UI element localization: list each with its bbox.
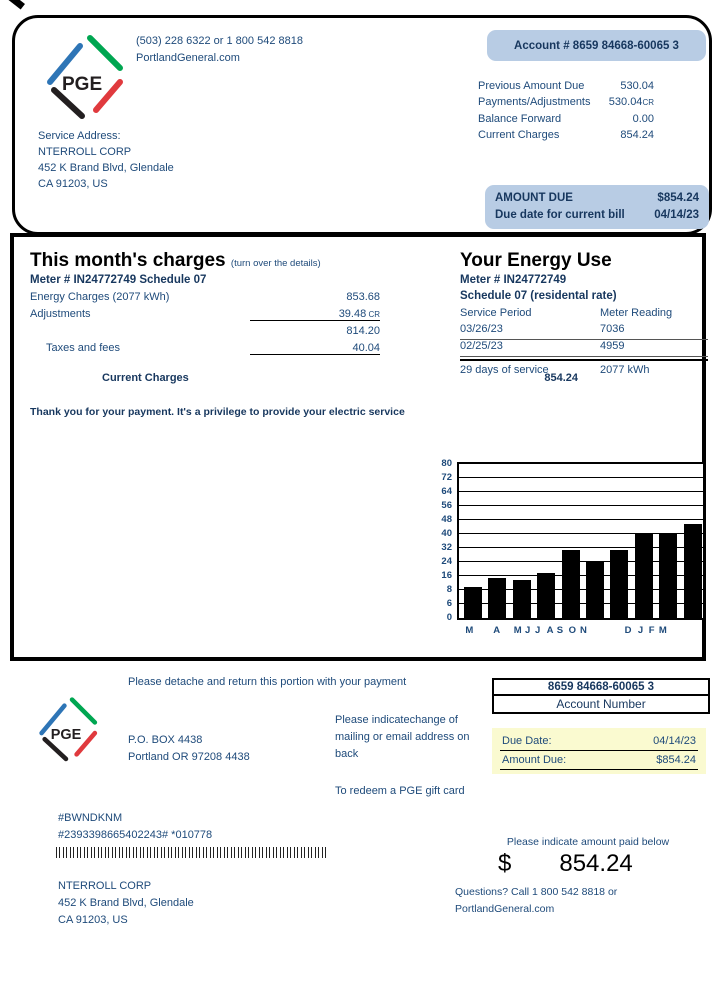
chart-y-tick: 80: [441, 458, 452, 469]
stub-amount-due-row: [500, 751, 698, 770]
svg-text:PGE: PGE: [62, 74, 103, 95]
amount-paid-value: 854.24: [559, 850, 633, 877]
svg-text:PGE: PGE: [50, 727, 82, 744]
contact-block: [136, 33, 303, 67]
chart-gridline: [459, 491, 703, 492]
account-number-box: [492, 678, 710, 714]
service-address-city: CA 91203, US: [38, 178, 108, 190]
summary-row-label: Balance Forward: [478, 113, 562, 125]
charges-row: [30, 325, 380, 342]
chart-x-tick: A: [546, 625, 554, 636]
chart-x-tick: M: [465, 625, 474, 636]
mailing-address-block: [58, 878, 194, 929]
charges-meter-line: Meter # IN24772749 Schedule 07: [30, 274, 207, 286]
charges-row-value: 39.48 CR: [250, 308, 380, 321]
charges-title: [30, 250, 321, 272]
total-kwh: 2077 kWh: [600, 364, 650, 376]
currency-symbol: $: [498, 850, 512, 877]
credit-suffix: CR: [642, 98, 654, 107]
chart-gridline: [459, 505, 703, 506]
chart-bar: [684, 524, 702, 619]
chart-bar: [562, 550, 580, 618]
chart-bar: [610, 550, 628, 618]
thank-you-note: Thank you for your payment. It's a privilege to provide your electric service: [30, 406, 405, 418]
chart-y-tick: 64: [441, 486, 452, 497]
amount-paid-instruction: Please indicate amount paid below: [506, 836, 670, 848]
chart-x-tick: S: [556, 625, 564, 636]
stub-due-date-row: [500, 732, 698, 751]
chart-gridline: [459, 519, 703, 520]
chart-bar: [586, 562, 604, 618]
chart-bar: [513, 580, 531, 619]
summary-row-value: 530.04: [620, 80, 654, 92]
due-date-row: [495, 207, 699, 224]
summary-row: [478, 94, 654, 111]
account-number-badge: Account # 8659 84668-60065 3: [487, 30, 706, 61]
chart-y-tick: 0: [446, 612, 452, 623]
chart-x-tick: D: [624, 625, 632, 636]
charges-row-value: 853.68: [346, 291, 380, 303]
account-number-value: 8659 84668-60065 3: [494, 680, 708, 696]
questions-block: [455, 884, 705, 918]
chart-bar: [464, 587, 482, 619]
summary-row-value: 0.00: [632, 113, 654, 125]
stub-amount-due-label: Amount Due:: [502, 754, 567, 766]
chart-x-tick: N: [580, 625, 587, 636]
service-address-label: Service Address:: [38, 130, 121, 142]
energy-use-total-row: [460, 359, 708, 380]
chart-y-tick: 40: [441, 528, 452, 539]
gift-card-note: To redeem a PGE gift card: [335, 785, 465, 797]
chart-x-tick: M: [513, 625, 522, 636]
summary-row: [478, 127, 654, 143]
chart-y-tick: 72: [441, 472, 452, 483]
summary-row-value: 854.24: [620, 129, 654, 141]
meter-reading-value: 7036: [600, 323, 625, 335]
service-address-street: 452 K Brand Blvd, Glendale: [38, 162, 174, 174]
energy-use-table: [460, 307, 708, 380]
customer-code-1: #BWNDKNM: [58, 812, 123, 824]
chart-x-tick: J: [637, 625, 644, 636]
chart-x-tick: A: [493, 625, 501, 636]
remit-po-box: P.O. BOX 4438: [128, 734, 203, 746]
energy-use-rows: [460, 323, 708, 357]
charges-subtitle: (turn over the details): [230, 258, 321, 269]
chart-y-tick: 32: [441, 542, 452, 553]
summary-row-label: Payments/Adjustments: [478, 96, 591, 108]
pge-logo-icon-stub: [34, 692, 104, 762]
credit-suffix: CR: [366, 310, 380, 319]
charges-row-label: Energy Charges (2077 kWh): [30, 291, 170, 303]
mailing-city: CA 91203, US: [58, 914, 128, 926]
detach-instruction: Please detache and return this portion with your payment: [128, 676, 407, 688]
mailing-street: 452 K Brand Blvd, Glendale: [58, 897, 194, 909]
mail-barcode: [56, 847, 328, 858]
due-date-label: Due date for current bill: [495, 209, 625, 221]
chart-y-tick: 48: [441, 514, 452, 525]
chart-x-tick: J: [525, 625, 531, 636]
charges-row-value: 814.20: [346, 325, 380, 337]
charges-row: [30, 342, 380, 359]
days-of-service: 29 days of service: [460, 364, 549, 376]
amount-paid-line: [480, 850, 700, 878]
energy-use-title: Your Energy Use: [460, 250, 612, 271]
chart-bar: [635, 534, 653, 618]
chart-x-tick: M: [658, 625, 667, 636]
remit-address-block: [128, 732, 250, 766]
summary-row-label: Previous Amount Due: [478, 80, 585, 92]
charges-table: [30, 291, 380, 359]
chart-y-tick: 16: [441, 570, 452, 581]
service-period-value: 03/26/23: [460, 323, 503, 335]
chart-y-tick: 8: [446, 584, 452, 595]
stub-due-date-label: Due Date:: [502, 735, 552, 747]
energy-use-row: [460, 323, 708, 340]
chart-bar: [537, 573, 555, 619]
chart-bar: [488, 578, 506, 618]
stub-due-date-value: 04/14/23: [653, 735, 696, 747]
service-period-value: 02/25/23: [460, 340, 503, 352]
customer-code-2: #2393398665402243# *010778: [58, 829, 213, 841]
due-summary-box: [492, 728, 706, 774]
charges-row-label: Taxes and fees: [46, 342, 120, 354]
pge-logo-icon: [40, 28, 132, 120]
service-period-header: Service Period: [460, 307, 532, 319]
customer-code-block: [58, 810, 212, 844]
summary-row: [478, 111, 654, 127]
meter-reading-header: Meter Reading: [600, 307, 673, 319]
charges-row: [30, 308, 380, 325]
energy-use-header-row: [460, 307, 708, 323]
chart-y-tick: 24: [441, 556, 452, 567]
current-charges-label: Current Charges: [102, 372, 189, 384]
due-date-value: 04/14/23: [654, 209, 699, 221]
usage-bar-chart: [457, 462, 705, 620]
charges-row-label: Adjustments: [30, 308, 91, 320]
chart-x-tick: O: [568, 625, 577, 636]
billing-summary: [478, 78, 654, 143]
summary-row-value: 530.04CR: [608, 96, 654, 108]
chart-x-axis: [457, 625, 705, 639]
phone-line: (503) 228 6322 or 1 800 542 8818: [136, 35, 303, 47]
summary-row: [478, 78, 654, 94]
chart-gridline: [459, 477, 703, 478]
amount-due-value: $854.24: [657, 192, 699, 204]
website-link: PortlandGeneral.com: [136, 52, 240, 64]
chart-x-tick: J: [534, 625, 541, 636]
questions-line2: PortlandGeneral.com: [455, 903, 555, 915]
chart-y-tick: 6: [446, 598, 452, 609]
chart-y-tick: 56: [441, 500, 452, 511]
energy-use-meter-line: Meter # IN24772749: [460, 274, 567, 286]
meter-reading-value: 4959: [600, 340, 625, 352]
charges-row: [30, 291, 380, 308]
energy-use-schedule-line: Schedule 07 (residental rate): [460, 290, 617, 302]
chart-y-axis: [424, 458, 452, 623]
stub-amount-due-value: $854.24: [656, 754, 696, 766]
remit-city: Portland OR 97208 4438: [128, 751, 250, 763]
summary-row-label: Current Charges: [478, 129, 560, 141]
amount-due-row: [495, 190, 699, 207]
print-artifact-mark: [0, 0, 25, 9]
chart-x-tick: F: [648, 625, 655, 636]
account-number-label: Account Number: [556, 697, 646, 711]
charges-title-text: This month's charges: [30, 250, 226, 271]
service-address-block: [38, 128, 174, 192]
questions-line1: Questions? Call 1 800 542 8818 or: [455, 886, 618, 898]
amount-due-box: [485, 185, 709, 229]
energy-use-row: [460, 340, 708, 357]
address-change-note: Please indicatechange of mailing or email address on back: [335, 714, 470, 760]
chart-bar: [659, 534, 677, 618]
mailing-name: NTERROLL CORP: [58, 880, 152, 892]
amount-due-label: AMOUNT DUE: [495, 192, 573, 204]
charges-row-value: 40.04: [250, 342, 380, 355]
service-address-name: NTERROLL CORP: [38, 146, 132, 158]
current-charges-value: 854.24: [544, 372, 578, 384]
